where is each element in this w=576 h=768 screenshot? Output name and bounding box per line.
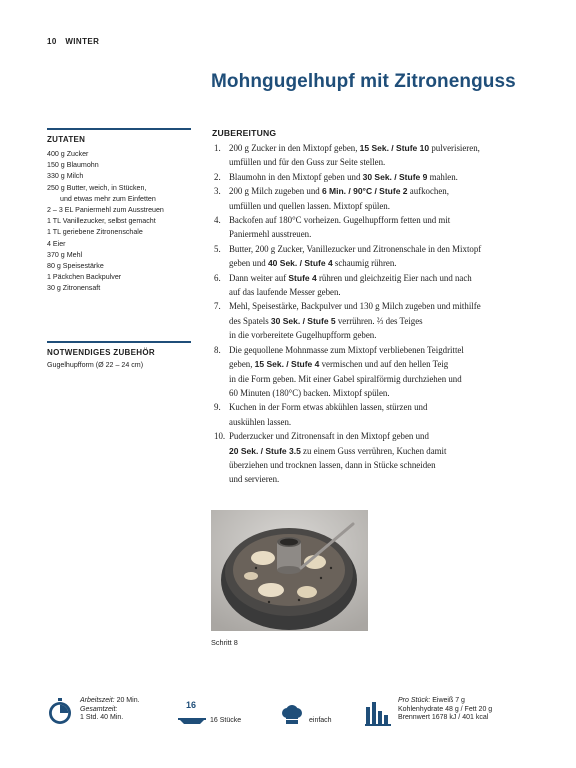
step-line: des Spatels 30 Sek. / Stufe 5 verrühren. ⅔ des Teiges xyxy=(229,315,423,326)
nutrition-carbs-fat: Kohlenhydrate 48 g / Fett 20 g xyxy=(398,705,493,713)
step-line: geben und 40 Sek. / Stufe 4 schaumig rühren. xyxy=(229,258,397,269)
chef-hat-icon xyxy=(281,705,303,725)
step-line: Mehl, Speisestärke, Backpulver und 130 g Milch zugeben und mithilfe xyxy=(229,301,481,312)
step-number: 7. xyxy=(214,301,221,312)
step-number: 4. xyxy=(214,215,221,226)
step-number: 1. xyxy=(214,143,221,153)
ingredient-item: 330 g Milch xyxy=(47,172,84,181)
step-line: Paniermehl ausstreuen. xyxy=(229,229,312,240)
recipe-title: Mohngugelhupf mit Zitronenguss xyxy=(211,71,516,92)
step-line: umfüllen und für den Guss zur Seite stellen. xyxy=(229,157,386,168)
preparation-step xyxy=(214,213,544,242)
preparation-step xyxy=(214,429,544,487)
step-line: auf das laufende Messer geben. xyxy=(229,287,341,298)
step-line: umfüllen und quellen lassen. Mixtopf spülen. xyxy=(229,200,390,211)
step-line: 200 g Zucker in den Mixtopf geben, 15 Sek. / Stufe 10 pulverisieren, xyxy=(229,143,480,153)
step-number: 3. xyxy=(214,186,221,197)
preparation-step xyxy=(214,400,544,429)
total-time-label: Gesamtzeit: xyxy=(80,705,118,713)
servings-label: 16 Stücke xyxy=(210,717,242,724)
page-number: 10 xyxy=(47,37,57,46)
step-number: 10. xyxy=(214,431,226,442)
step-line: in die Form geben. Mit einer Gabel spiralförmig durchziehen und xyxy=(229,373,462,384)
preparation-heading: ZUBEREITUNG xyxy=(212,128,277,138)
nutrition-chart-icon xyxy=(365,702,391,726)
work-time-label: Arbeitszeit: xyxy=(80,697,115,704)
ingredient-item: 1 Päckchen Backpulver xyxy=(47,273,122,282)
step-line: Dann weiter auf Stufe 4 rühren und gleichzeitig Eier nach und nach xyxy=(229,272,472,283)
ingredient-item: 250 g Butter, weich, in Stücken, xyxy=(47,183,147,192)
preparation-step xyxy=(214,343,544,401)
step-text xyxy=(229,242,544,271)
equipment-rule xyxy=(47,341,191,343)
time-info xyxy=(80,697,140,723)
step-text xyxy=(229,184,544,213)
step-text xyxy=(229,400,544,429)
step-line: Blaumohn in den Mixtopf geben und 30 Sek. / Stufe 9 mahlen. xyxy=(229,171,458,182)
work-time-value: 20 Min. xyxy=(116,697,140,704)
step-text xyxy=(229,429,544,487)
step-line: 20 Sek. / Stufe 3.5 zu einem Guss verrühren, Kuchen damit xyxy=(229,445,447,456)
equipment-heading: NOTWENDIGES ZUBEHÖR xyxy=(47,348,155,357)
step-line: überziehen und trocknen lassen, dann in Stücke schneiden xyxy=(229,459,436,470)
step-number: 5. xyxy=(214,243,221,254)
ingredient-item: und etwas mehr zum Einfetten xyxy=(60,194,156,203)
preparation-step xyxy=(214,170,544,184)
servings-count: 16 xyxy=(186,700,197,710)
preparation-step xyxy=(214,141,544,170)
ingredient-item: 1 TL Vanillezucker, selbst gemacht xyxy=(47,217,156,226)
ingredient-item: 370 g Mehl xyxy=(47,250,83,259)
preparation-step xyxy=(214,242,544,271)
photo-caption: Schritt 8 xyxy=(211,638,238,647)
step-number: 8. xyxy=(214,344,221,355)
total-time-value: 1 Std. 40 Min. xyxy=(80,714,124,722)
ingredient-item: 2 – 3 EL Paniermehl zum Ausstreuen xyxy=(47,206,164,215)
difficulty-label: einfach xyxy=(309,717,332,724)
ingredients-heading: ZUTATEN xyxy=(47,135,86,144)
step-number: 9. xyxy=(214,402,221,413)
preparation-step xyxy=(214,299,544,342)
step-number: 6. xyxy=(214,272,221,283)
serving-plate-icon xyxy=(178,713,206,725)
nutrition-label: Pro Stück: xyxy=(398,697,431,704)
nutrition-protein: Eiweiß 7 g xyxy=(432,697,465,704)
cake-pan-image xyxy=(211,510,368,631)
step-text xyxy=(229,213,544,242)
equipment-item: Gugelhupfform (Ø 22 – 24 cm) xyxy=(47,361,144,369)
step-line: Puderzucker und Zitronensaft in den Mixtopf geben und xyxy=(229,431,429,442)
ingredient-item: 4 Eier xyxy=(47,239,66,248)
step-line: Butter, 200 g Zucker, Vanillezucker und Zitronenschale in den Mixtopf xyxy=(229,243,482,254)
ingredient-item: 150 g Blaumohn xyxy=(47,161,99,170)
nutrition-energy: Brennwert 1678 kJ / 401 kcal xyxy=(398,714,489,722)
ingredient-item: 30 g Zitronensaft xyxy=(47,284,101,293)
ingredient-item: 80 g Speisestärke xyxy=(47,262,104,271)
ingredient-item: 400 g Zucker xyxy=(47,150,89,158)
step-text xyxy=(229,299,544,342)
step-line: Backofen auf 180°C vorheizen. Gugelhupfform fetten und mit xyxy=(229,215,451,226)
step-number: 2. xyxy=(214,171,221,182)
stopwatch-icon xyxy=(47,698,73,726)
preparation-step xyxy=(214,184,544,213)
preparation-steps xyxy=(214,141,544,487)
ingredients-list xyxy=(47,149,207,295)
step-line: in die vorbereitete Gugelhupfform geben. xyxy=(229,330,377,341)
recipe-footer xyxy=(0,688,576,738)
step-line: 60 Minuten (180°C) backen. Mixtopf spülen. xyxy=(229,387,390,398)
step-photo xyxy=(211,510,368,631)
ingredient-item: 1 TL geriebene Zitronenschale xyxy=(47,228,143,237)
step-line: auskühlen lassen. xyxy=(229,416,292,427)
step-line: Kuchen in der Form etwas abkühlen lassen, stürzen und xyxy=(229,402,428,413)
step-line: geben, 15 Sek. / Stufe 4 vermischen und auf den hellen Teig xyxy=(229,359,449,370)
step-line: Die gequollene Mohnmasse zum Mixtopf verbliebenen Teigdrittel xyxy=(229,344,464,355)
step-text xyxy=(229,170,544,184)
section-name: WINTER xyxy=(65,37,100,46)
step-text xyxy=(229,271,544,300)
nutrition-info xyxy=(398,697,492,723)
step-text xyxy=(229,141,544,170)
step-line: und servieren. xyxy=(229,474,280,485)
page-header xyxy=(47,37,105,46)
ingredients-rule xyxy=(47,128,191,130)
step-line: 200 g Milch zugeben und 6 Min. / 90°C / Stufe 2 aufkochen, xyxy=(229,186,449,197)
preparation-step xyxy=(214,271,544,300)
step-text xyxy=(229,343,544,401)
